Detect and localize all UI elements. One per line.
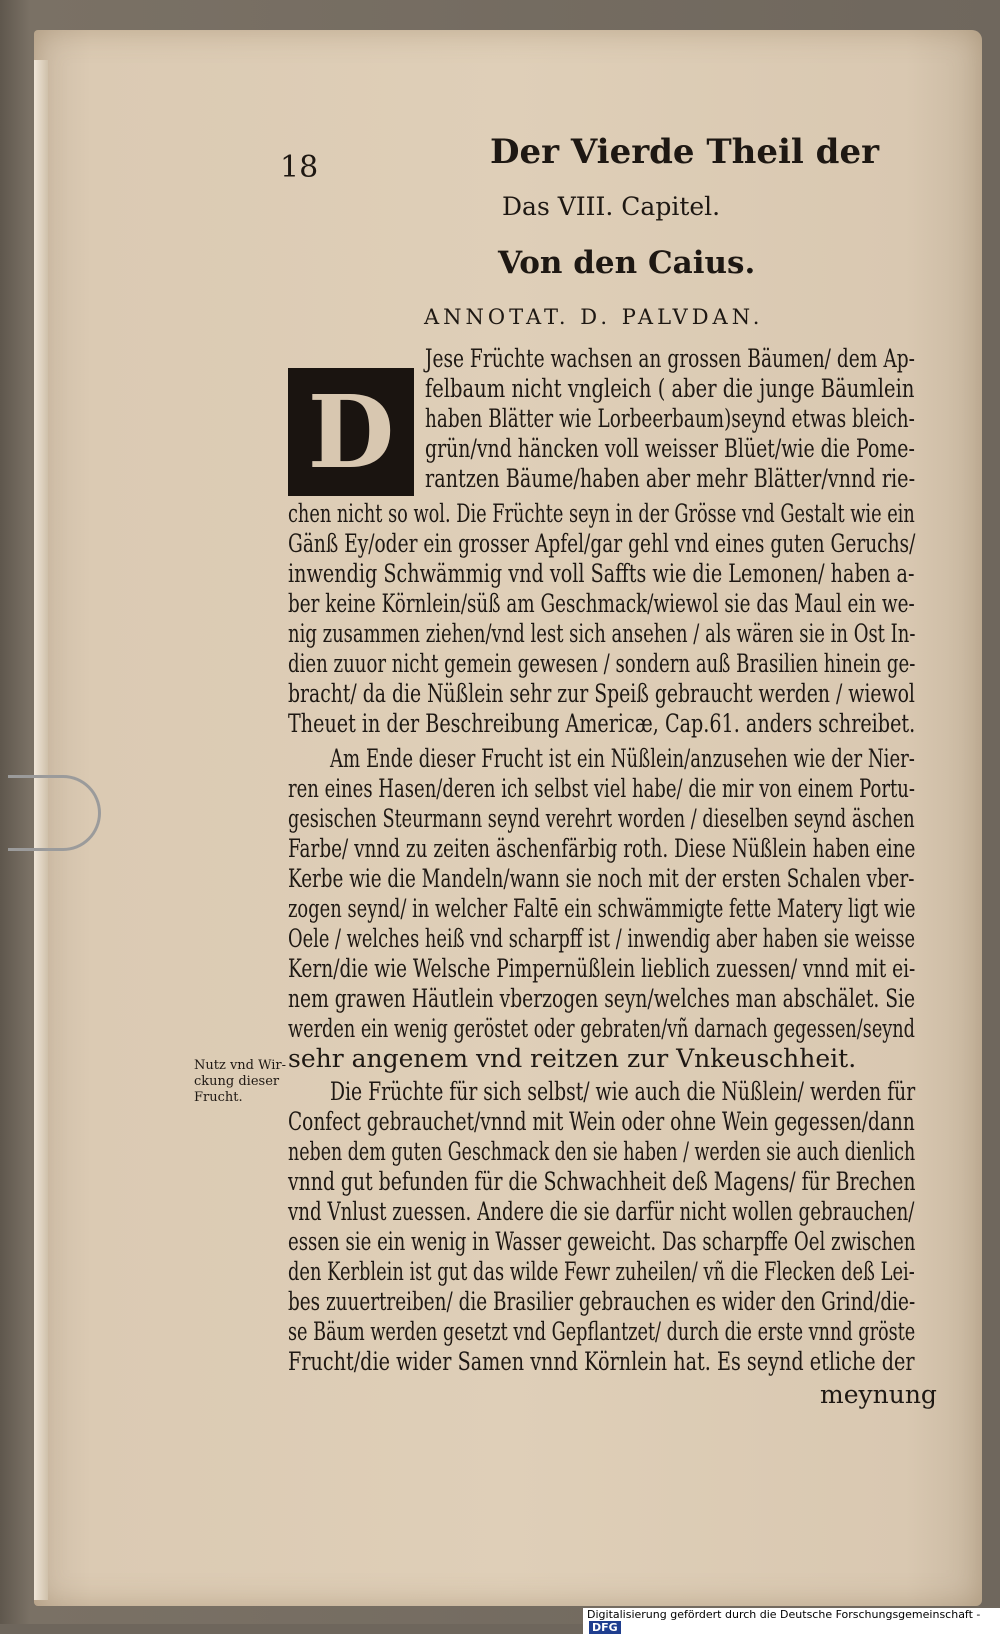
text-line: rantzen Bäume/haben aber mehr Blätter/vnnd rie- (425, 464, 916, 493)
text-line: Frucht/die wider Samen vnnd Körnlein hat. Es seynd etliche der (288, 1347, 915, 1376)
text-line: Die Früchte für sich selbst/ wie auch die Nüßlein/ werden für (330, 1077, 916, 1106)
text-line: werden ein wenig geröstet oder gebraten/vñ darnach gegessen/seynd (288, 1014, 915, 1043)
text-line: Jese Früchte wachsen an grossen Bäumen/ dem Ap- (425, 344, 915, 373)
digitization-footer (583, 1608, 1000, 1634)
dfg-logo: DFG (589, 1621, 621, 1634)
text-line: essen sie ein wenig in Wasser geweicht. Das scharpffe Oel zwischen (288, 1227, 916, 1256)
text-line: nem grawen Häutlein vberzogen seyn/welches man abschälet. Sie (288, 984, 916, 1013)
text-line: Farbe/ vnnd zu zeiten äschenfärbig roth. Diese Nüßlein haben eine (288, 834, 916, 863)
text-line: sehr angenem vnd reitzen zur Vnkeuschheit. (288, 1044, 857, 1073)
text-line: Theuet in der Beschreibung Americæ, Cap.61. anders schreibet. (288, 709, 916, 738)
text-line: bracht/ da die Nüßlein sehr zur Speiß gebraucht werden / wiewol (288, 679, 915, 708)
text-line: gesischen Steurmann seynd verehrt worden / dieselben seynd äschen (288, 804, 915, 833)
text-line: vnd Vnlust zuessen. Andere die sie darfür nicht wollen gebrauchen/ (288, 1197, 915, 1226)
text-line: Gänß Ey/oder ein grosser Apfel/gar gehl vnd eines guten Geruchs/ (288, 529, 916, 558)
text-line: Confect gebrauchet/vnnd mit Wein oder ohne Wein gegessen/dann (288, 1107, 915, 1136)
chapter-title: Das VIII. Capitel. (502, 192, 721, 221)
text-line: inwendig Schwämmig vnd voll Saffts wie die Lemonen/ haben a- (288, 559, 915, 588)
text-line: se Bäum werden gesetzt vnd Gepflantzet/ durch die erste vnnd gröste (288, 1317, 916, 1346)
footer-text: Digitalisierung gefördert durch die Deutsche Forschungsgemeinschaft - (587, 1608, 981, 1621)
text-line: vnnd gut befunden für die Schwachheit deß Magens/ für Brechen (288, 1167, 916, 1196)
text-line: neben dem guten Geschmack den sie haben / werden sie auch dienlich (288, 1137, 916, 1166)
text-line: chen nicht so wol. Die Früchte seyn in der Grösse vnd Gestalt wie ein (288, 499, 915, 528)
text-line: Kern/die wie Welsche Pimpernüßlein lieblich zuessen/ vnnd mit ei- (288, 954, 916, 983)
text-line: Am Ende dieser Frucht ist ein Nüßlein/anzusehen wie der Nier- (330, 744, 915, 773)
paper-clip-icon (8, 775, 101, 851)
text-line: grün/vnd häncken voll weisser Blüet/wie die Pome- (425, 434, 915, 463)
text-line: ren eines Hasen/deren ich selbst viel habe/ die mir von einem Portu- (288, 774, 915, 803)
text-line: nig zusammen ziehen/vnd lest sich ansehen / als wären sie in Ost In- (288, 619, 916, 648)
decorated-initial (288, 368, 414, 496)
section-title: Von den Caius. (498, 245, 756, 281)
margin-note-line: Nutz vnd Wir- (194, 1058, 287, 1073)
initial-letter: D (307, 373, 395, 491)
text-line: zogen seynd/ in welcher Faltē ein schwämmigte fette Matery ligt wie (288, 894, 916, 923)
running-head: Der Vierde Theil der (490, 132, 879, 172)
margin-note-line: ckung dieser (194, 1074, 280, 1089)
page-number: 18 (280, 150, 319, 185)
margin-note-line: Frucht. (194, 1090, 243, 1105)
text-line: Oele / welches heiß vnd scharpff ist / inwendig aber haben sie weisse (288, 924, 916, 953)
annotation-heading: ANNOTAT. D. PALVDAN. (424, 305, 764, 329)
text-line: ber keine Körnlein/süß am Geschmack/wiewol sie das Maul ein we- (288, 589, 915, 618)
text-line: felbaum nicht vngleich ( aber die junge Bäumlein (425, 374, 915, 403)
text-line: dien zuuor nicht gemein gewesen / sondern auß Brasilien hinein ge- (288, 649, 916, 678)
text-line: haben Blätter wie Lorbeerbaum)seynd etwas bleich- (425, 404, 915, 433)
text-line: den Kerblein ist gut das wilde Fewr zuheilen/ vñ die Flecken deß Lei- (288, 1257, 915, 1286)
catchword: meynung (820, 1380, 937, 1409)
text-line: Kerbe wie die Mandeln/wann sie noch mit der ersten Schalen vber- (288, 864, 915, 893)
text-line: bes zuuertreiben/ die Brasilier gebrauchen es wider den Grind/die- (288, 1287, 916, 1316)
